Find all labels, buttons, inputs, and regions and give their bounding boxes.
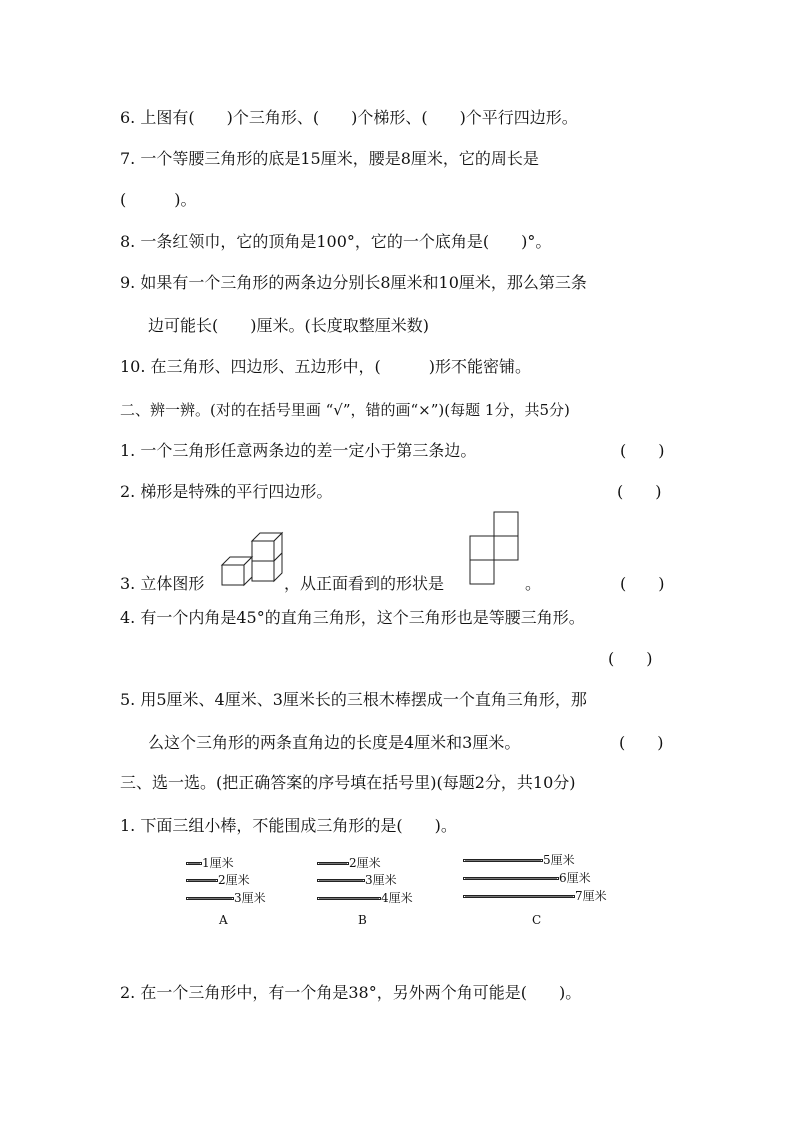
question-9-line2: 边可能长( )厘米。(长度取整厘米数) (148, 316, 429, 335)
judge-5-line1: 5. 用5厘米、4厘米、3厘米长的三根木棒摆成一个直角三角形，那 (120, 690, 587, 709)
question-9-line1: 9. 如果有一个三角形的两条边分别长8厘米和10厘米，那么第三条 (120, 273, 587, 292)
question-7-line1: 7. 一个等腰三角形的底是15厘米，腰是8厘米，它的周长是 (120, 149, 539, 168)
stick-b-2-label: 3厘米 (365, 873, 397, 887)
stick-c-1 (463, 859, 543, 862)
stick-b-3 (317, 897, 381, 900)
stick-c-1-label: 5厘米 (543, 853, 575, 867)
judge-4-answer-paren: ( ) (608, 649, 653, 668)
judge-2: 2. 梯形是特殊的平行四边形。 (120, 482, 333, 501)
stick-a-3-label: 3厘米 (234, 891, 266, 905)
stick-c-2 (463, 877, 559, 880)
option-b-label: B (358, 913, 367, 927)
judge-3-part1: 3. 立体图形 (120, 574, 205, 593)
question-10: 10. 在三角形、四边形、五边形中，( )形不能密铺。 (120, 357, 532, 376)
option-c-label: C (532, 913, 542, 927)
stick-b-2 (317, 879, 365, 882)
question-8: 8. 一条红领巾，它的顶角是100°，它的一个底角是( )°。 (120, 232, 552, 251)
section-3-heading: 三、选一选。(把正确答案的序号填在括号里)(每题2分，共10分) (120, 773, 576, 792)
stick-b-1 (317, 862, 349, 865)
section-2-heading: 二、辨一辨。(对的在括号里画 “√”，错的画“×”)(每题 1分，共5分) (120, 401, 570, 419)
stick-a-1 (186, 862, 202, 865)
judge-1-answer-paren: ( ) (620, 441, 665, 460)
judge-3-answer-paren: ( ) (620, 574, 665, 593)
judge-3-part3: 。 (525, 574, 542, 593)
choice-1: 1. 下面三组小棒，不能围成三角形的是( )。 (120, 816, 457, 835)
stick-c-3-label: 7厘米 (575, 889, 607, 903)
stick-a-1-label: 1厘米 (202, 856, 234, 870)
stick-c-3 (463, 895, 575, 898)
judge-3-part2: ，从正面看到的形状是 (284, 574, 445, 593)
judge-2-answer-paren: ( ) (617, 482, 662, 501)
stick-a-2-label: 2厘米 (218, 873, 250, 887)
front-view-figure (470, 512, 520, 584)
judge-5-answer-paren: ( ) (619, 733, 664, 752)
stick-a-2 (186, 879, 218, 882)
choice-2: 2. 在一个三角形中，有一个角是38°，另外两个角可能是( )。 (120, 983, 582, 1002)
stick-b-3-label: 4厘米 (381, 891, 413, 905)
question-6: 6. 上图有( )个三角形、( )个梯形、( )个平行四边形。 (120, 108, 578, 127)
stick-a-3 (186, 897, 234, 900)
stick-c-2-label: 6厘米 (559, 871, 591, 885)
judge-1: 1. 一个三角形任意两条边的差一定小于第三条边。 (120, 441, 477, 460)
cube-stack-figure (222, 528, 284, 588)
judge-4: 4. 有一个内角是45°的直角三角形，这个三角形也是等腰三角形。 (120, 608, 585, 627)
stick-b-1-label: 2厘米 (349, 856, 381, 870)
judge-5-line2: 么这个三角形的两条直角边的长度是4厘米和3厘米。 (148, 733, 521, 752)
question-7-line2: ( )。 (120, 190, 197, 209)
option-a-label: A (219, 913, 228, 927)
